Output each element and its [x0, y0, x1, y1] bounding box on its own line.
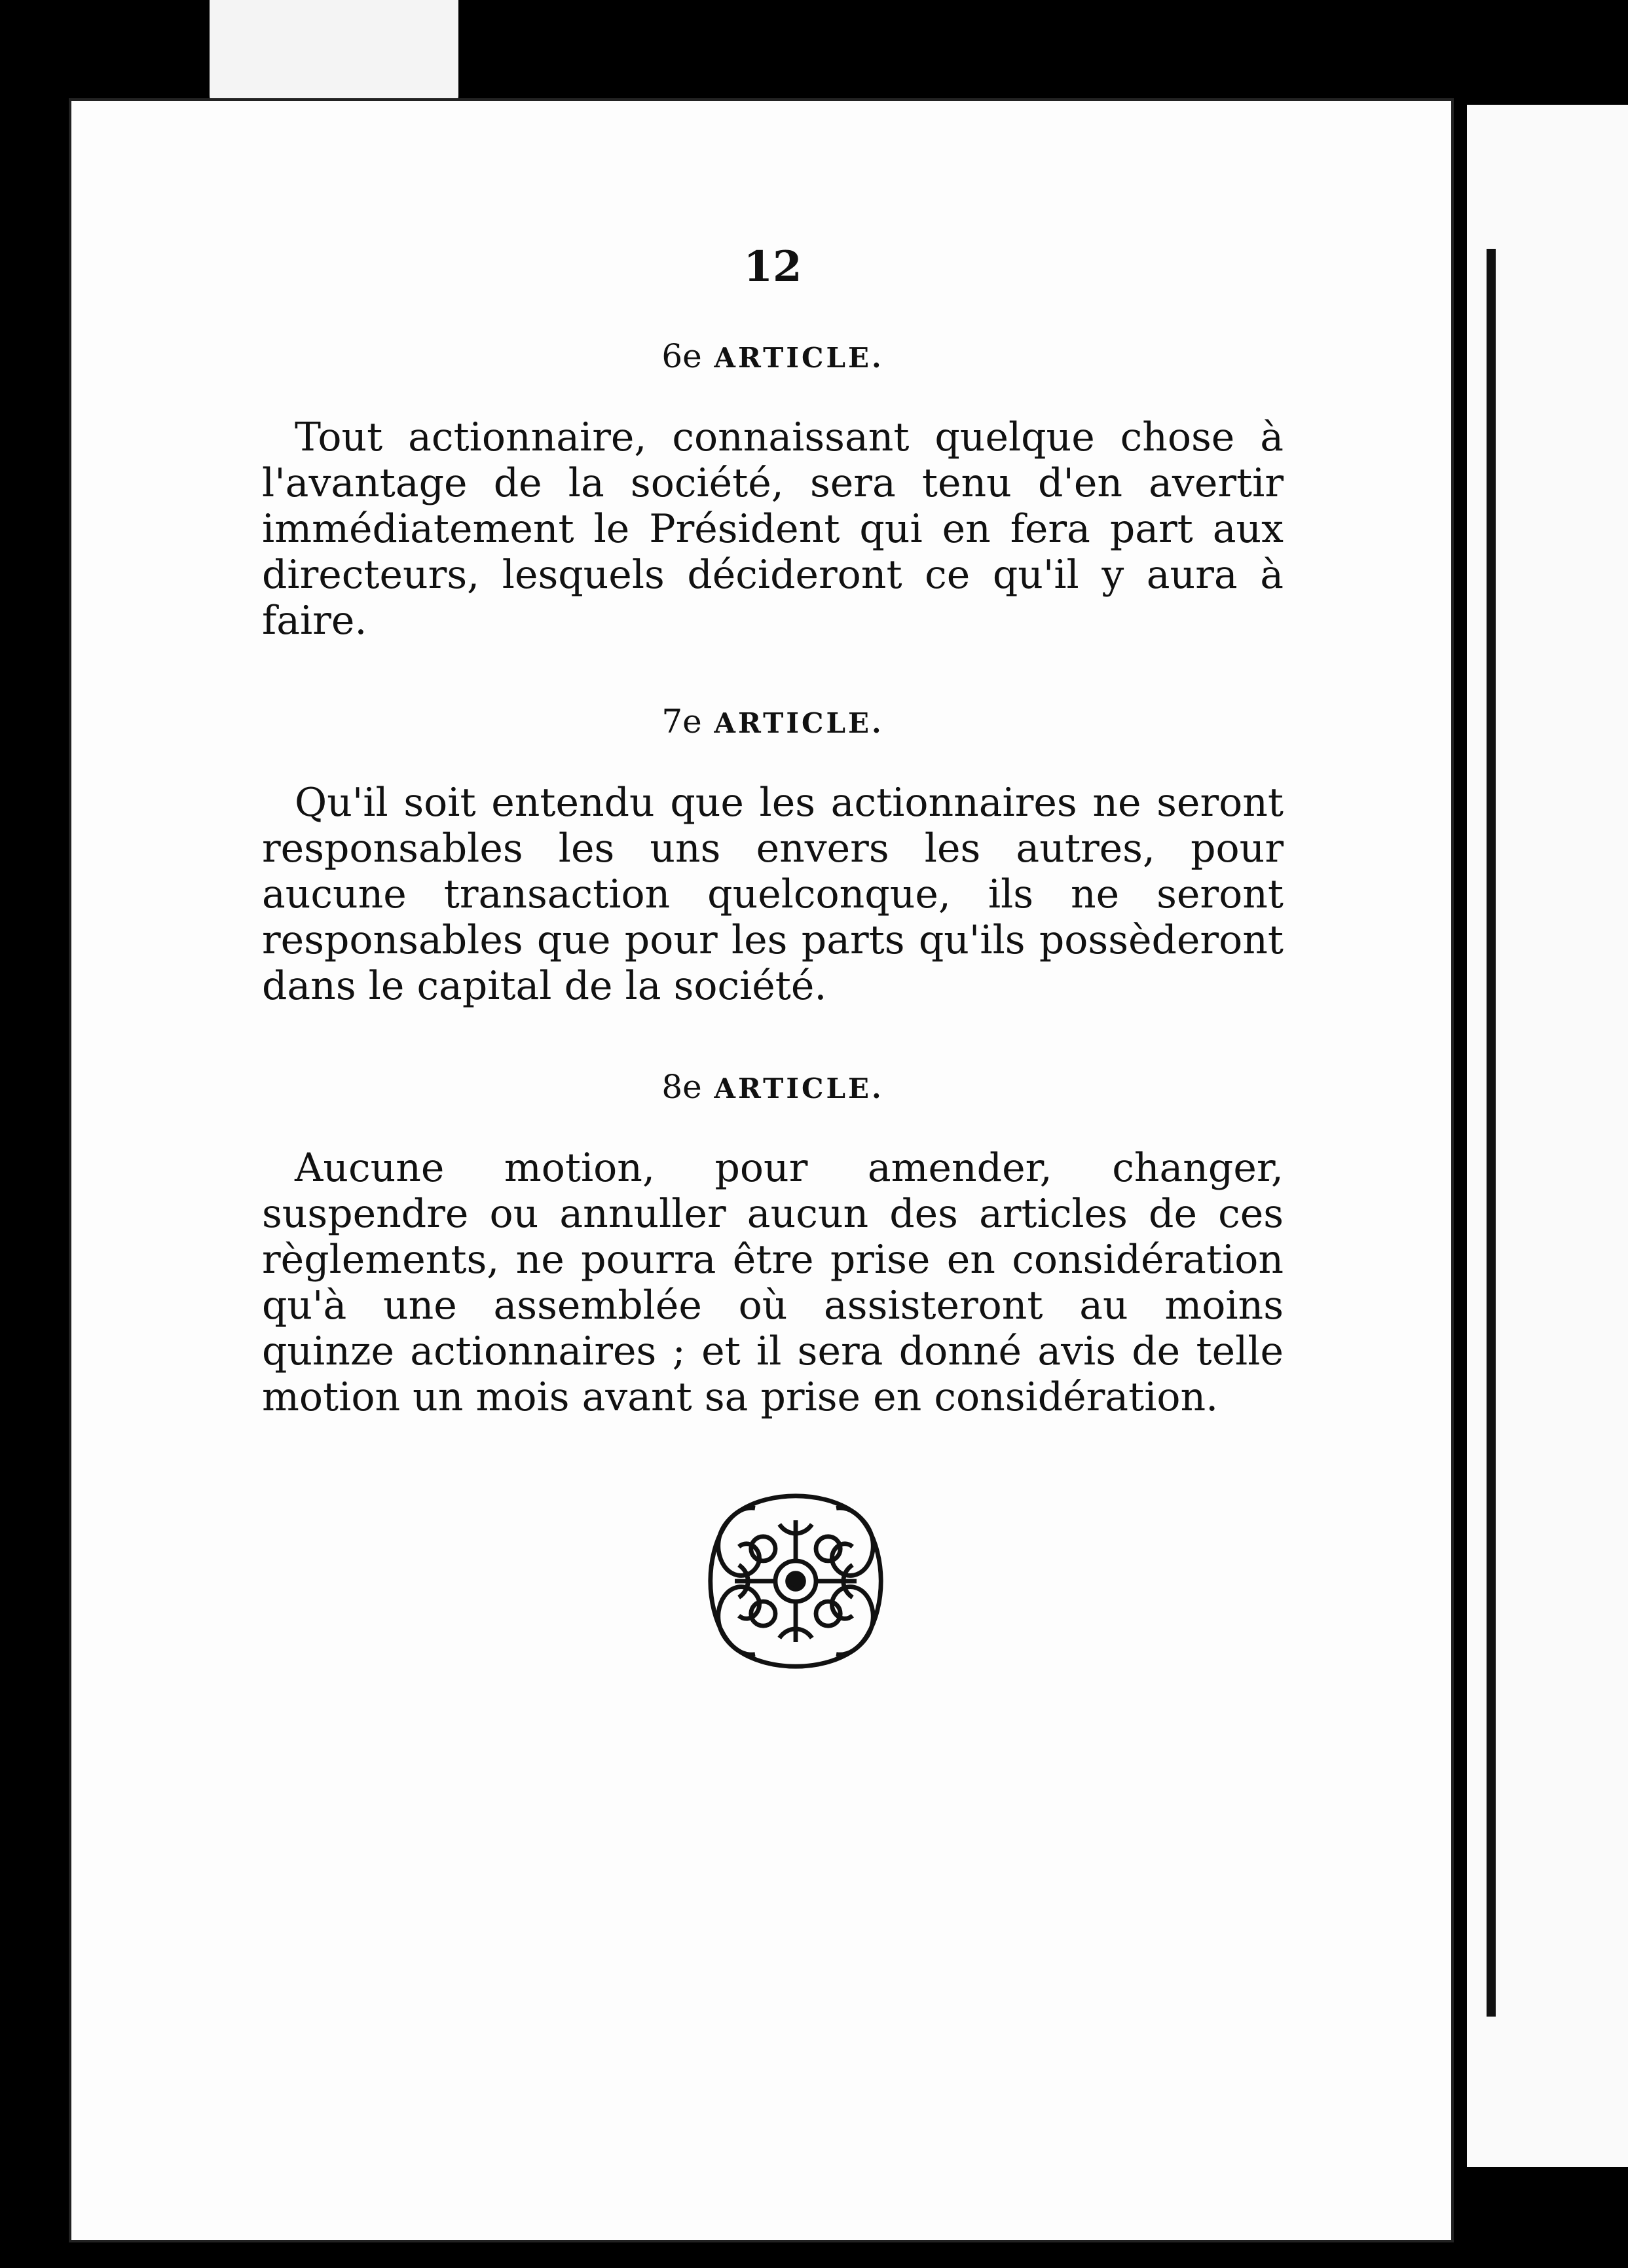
article-heading-7 — [262, 703, 1284, 741]
page-number: 12 — [743, 242, 802, 291]
article-ordinal: 8e — [661, 1068, 702, 1106]
article-label: ARTICLE. — [714, 1072, 884, 1105]
floral-ornament-icon — [694, 1480, 897, 1683]
article-ordinal: 7e — [661, 703, 702, 741]
article-text-7: Qu'il soit entendu que les actionnaires ne seront responsables les uns envers les autres, pour aucune transaction quelconque, ils ne seront responsables que pour les parts qu'ils possèderont dans le capital de la société. — [262, 780, 1284, 1009]
page-edge — [1487, 249, 1496, 2017]
article-ordinal: 6e — [661, 337, 702, 375]
article-heading-8 — [262, 1068, 1284, 1106]
binding-tab — [210, 0, 458, 115]
article-text-8: Aucune motion, pour amender, changer, suspendre ou annuller aucun des articles de ces règlements, ne pourra être prise en considération qu'à une assemblée où assisteront au moins quinze actionnaires ; et il sera donné avis de telle motion un mois avant sa prise en considération. — [262, 1145, 1284, 1420]
article-label: ARTICLE. — [714, 707, 884, 739]
article-text-6: Tout actionnaire, connaissant quelque chose à l'avantage de la société, sera tenu d'en avertir immédiatement le Président qui en fera part aux directeurs, lesquels décideront ce qu'il y aura à faire. — [262, 414, 1284, 644]
article-label: ARTICLE. — [714, 342, 884, 374]
article-heading-6 — [262, 337, 1284, 375]
page-content — [262, 242, 1284, 1479]
